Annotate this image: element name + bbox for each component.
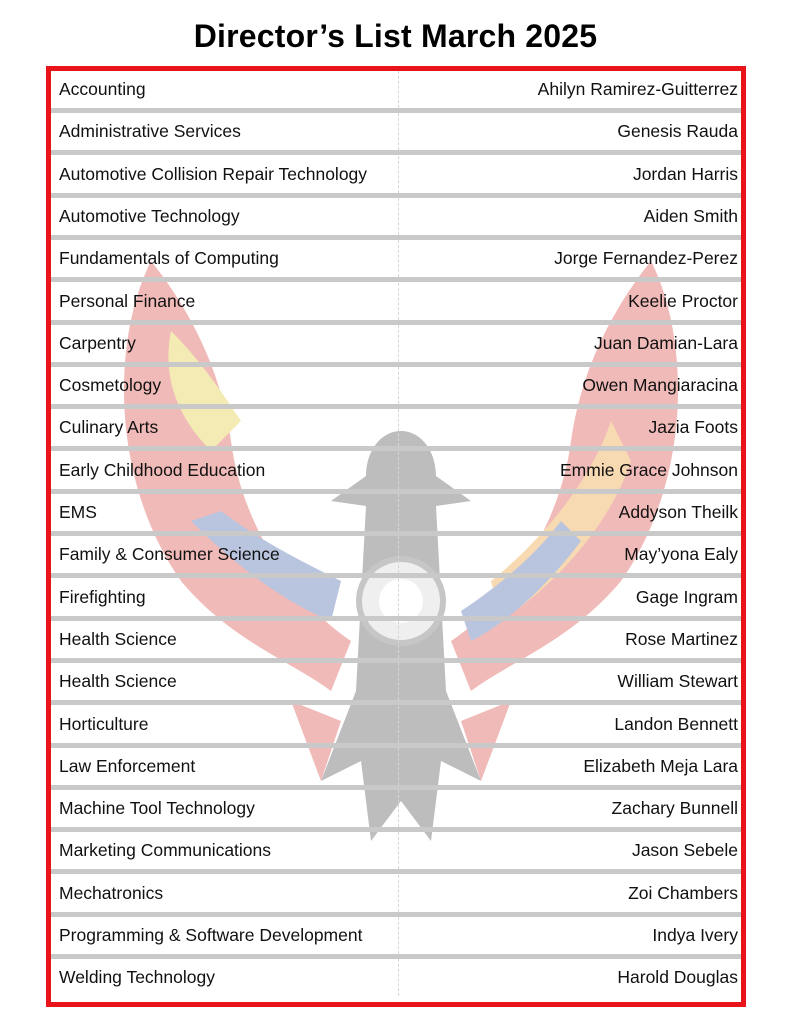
program-name: Health Science — [59, 671, 177, 692]
student-name: Emmie Grace Johnson — [560, 459, 738, 480]
student-name: Harold Douglas — [617, 967, 738, 988]
column-divider — [398, 367, 399, 404]
student-name: Addyson Theilk — [618, 502, 738, 522]
program-name: Health Science — [59, 628, 177, 649]
table-row — [51, 240, 741, 282]
page-title: Director’s List March 2025 — [193, 18, 598, 54]
column-divider — [398, 113, 399, 150]
student-name: Zachary Bunnell — [611, 798, 738, 819]
column-divider — [398, 240, 399, 277]
student-name: Elizabeth Meja Lara — [583, 755, 738, 776]
student-name: Ahilyn Ramirez-Guitterrez — [537, 79, 738, 99]
student-name: Indya Ivery — [652, 925, 738, 945]
table-row — [51, 959, 741, 996]
student-name: Gage Ingram — [635, 586, 738, 607]
column-divider — [398, 452, 399, 489]
table-row — [51, 283, 741, 325]
table-row — [51, 579, 741, 621]
program-name: Machine Tool Technology — [59, 798, 255, 819]
column-divider — [398, 790, 399, 827]
student-name: Rose Martinez — [625, 628, 738, 649]
column-divider — [398, 832, 399, 869]
table-row — [51, 663, 741, 705]
program-name: Marketing Communications — [59, 840, 272, 861]
program-name: Accounting — [59, 79, 146, 99]
student-name: Owen Mangiaracina — [582, 375, 738, 396]
program-name: EMS — [59, 502, 97, 522]
column-divider — [398, 621, 399, 658]
program-name: Law Enforcement — [59, 755, 196, 776]
column-divider — [398, 198, 399, 235]
table-row — [51, 494, 741, 536]
program-name: Horticulture — [59, 713, 149, 734]
table-row — [51, 198, 741, 240]
directors-list-table — [46, 66, 746, 1007]
table-row — [51, 536, 741, 578]
student-name: Jorge Fernandez-Perez — [554, 248, 738, 269]
program-name: Early Childhood Education — [59, 459, 266, 480]
student-name: Juan Damian-Lara — [594, 332, 738, 353]
student-name: Genesis Rauda — [617, 121, 738, 142]
column-divider — [398, 959, 399, 996]
table-row — [51, 71, 741, 113]
student-name: Keelie Proctor — [628, 290, 738, 311]
program-name: Personal Finance — [59, 290, 196, 311]
table-row — [51, 409, 741, 451]
student-name: Jordan Harris — [632, 163, 738, 184]
program-name: Culinary Arts — [59, 417, 159, 438]
column-divider — [398, 536, 399, 573]
table-row — [51, 621, 741, 663]
table-row — [51, 113, 741, 155]
column-divider — [398, 706, 399, 743]
program-name: Fundamentals of Computing — [59, 248, 279, 269]
column-divider — [398, 71, 399, 108]
column-divider — [398, 325, 399, 362]
table-row — [51, 748, 741, 790]
student-name: Jazia Foots — [648, 417, 738, 438]
column-divider — [398, 748, 399, 785]
table-row — [51, 790, 741, 832]
table-row — [51, 325, 741, 367]
table-row — [51, 156, 741, 198]
column-divider — [398, 494, 399, 531]
program-name: Administrative Services — [59, 121, 241, 142]
column-divider — [398, 875, 399, 912]
program-name: Automotive Technology — [59, 205, 240, 226]
student-name: May’yona Ealy — [624, 544, 738, 565]
column-divider — [398, 663, 399, 700]
student-name: Jason Sebele — [631, 840, 738, 861]
program-name: Welding Technology — [59, 967, 215, 988]
table-row — [51, 917, 741, 959]
program-name: Family & Consumer Science — [59, 544, 280, 565]
column-divider — [398, 156, 399, 193]
program-name: Automotive Collision Repair Technology — [59, 163, 368, 184]
table-row — [51, 875, 741, 917]
table-row — [51, 706, 741, 748]
program-name: Firefighting — [59, 586, 146, 607]
column-divider — [398, 283, 399, 320]
entries-list — [51, 71, 741, 1002]
student-name: William Stewart — [617, 671, 738, 692]
program-name: Mechatronics — [59, 882, 164, 903]
column-divider — [398, 579, 399, 616]
student-name: Landon Bennett — [614, 713, 738, 734]
student-name: Zoi Chambers — [628, 882, 738, 903]
program-name: Carpentry — [59, 332, 136, 353]
table-row — [51, 452, 741, 494]
column-divider — [398, 917, 399, 954]
student-name: Aiden Smith — [643, 205, 738, 226]
table-row — [51, 832, 741, 874]
program-name: Cosmetology — [59, 375, 162, 396]
program-name: Programming & Software Development — [59, 925, 363, 945]
table-row — [51, 367, 741, 409]
column-divider — [398, 409, 399, 446]
